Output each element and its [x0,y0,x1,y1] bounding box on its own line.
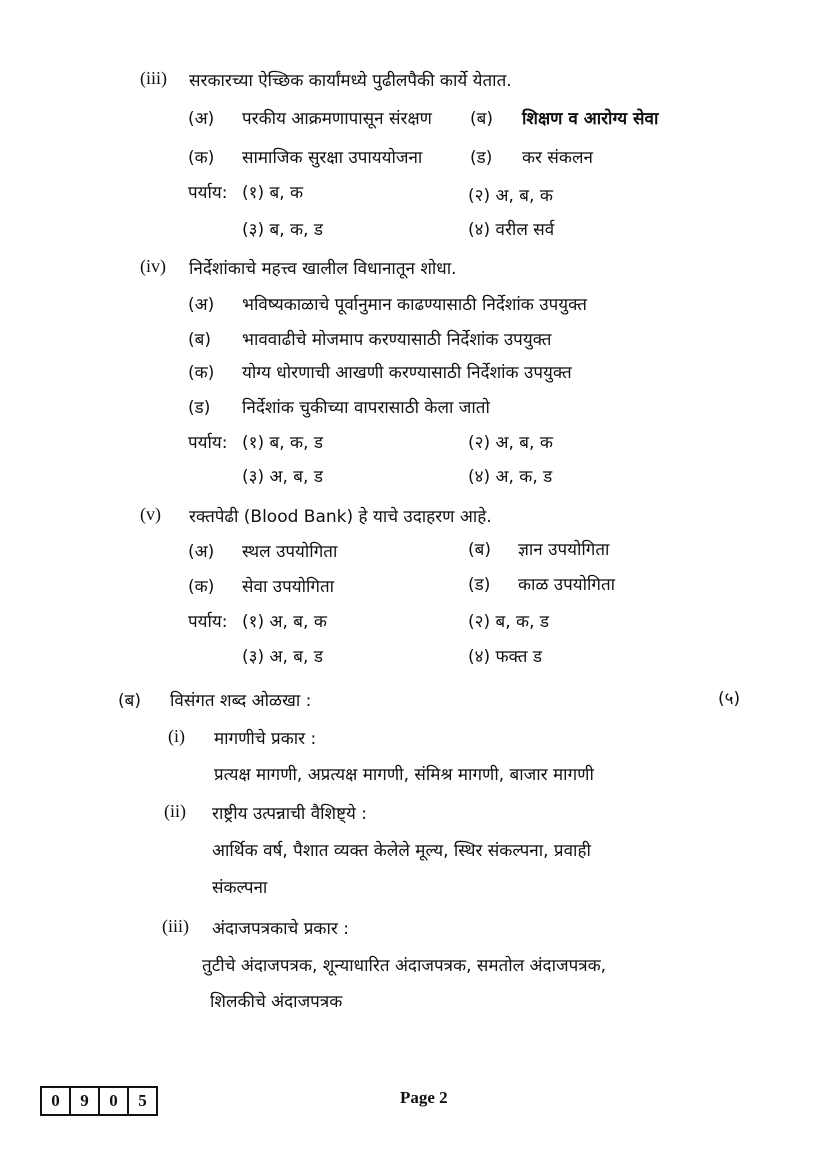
option-text: स्थल उपयोगिता [242,542,338,562]
option-text: ज्ञान उपयोगिता [518,540,610,560]
option-text: योग्य धोरणाची आखणी करण्यासाठी निर्देशांक उपयुक्त [242,363,572,383]
option-text: कर संकलन [522,148,593,168]
choice-4: (४) फक्त ड [468,647,542,667]
subquestion-text: आर्थिक वर्ष, पैशात व्यक्त केलेले मूल्य, स्थिर संकल्पना, प्रवाही [212,841,591,861]
question-number: (iv) [140,256,166,276]
question-text: निर्देशांकाचे महत्त्व खालील विधानातून शोधा. [189,259,457,279]
paper-code-digit: 5 [138,1091,147,1110]
subquestion-text: शिलकीचे अंदाजपत्रक [210,992,343,1012]
subquestion-number: (ii) [164,801,186,821]
choice-1: (१) अ, ब, क [242,612,327,632]
paper-code-digit: 0 [42,1088,71,1114]
paper-code-box [40,1086,158,1116]
subquestion-text: संकल्पना [212,878,268,898]
option-marker: (ब) [468,540,491,560]
option-marker: (अ) [188,109,215,129]
subquestion-title: मागणीचे प्रकार : [214,729,317,749]
option-marker: (क) [188,363,215,383]
option-marker: (ड) [188,398,211,418]
option-text: परकीय आक्रमणापासून संरक्षण [242,109,432,129]
option-text: भाववाढीचे मोजमाप करण्यासाठी निर्देशांक उपयुक्त [242,330,552,350]
option-text: निर्देशांक चुकीच्या वापरासाठी केला जातो [242,398,490,418]
option-marker: (ब) [188,330,211,350]
question-number: (iii) [140,68,167,88]
option-marker: (क) [188,148,215,168]
choice-2: (२) ब, क, ड [468,612,549,632]
question-text: रक्तपेढी (Blood Bank) हे याचे उदाहरण आहे. [189,507,492,527]
page-number: Page 2 [400,1088,448,1107]
option-text: शिक्षण व आरोग्य सेवा [522,109,659,129]
choice-3: (३) ब, क, ड [242,220,323,240]
choices-label: पर्याय: [188,183,228,203]
section-marker: (ब) [118,691,141,711]
subquestion-number: (iii) [162,916,189,936]
paper-code-digit: 0 [100,1088,129,1114]
option-marker: (अ) [188,295,215,315]
paper-code-digit: 9 [71,1088,100,1114]
choices-label: पर्याय: [188,433,228,453]
option-text: सेवा उपयोगिता [242,577,335,597]
choice-2: (२) अ, ब, क [468,186,553,206]
option-text: भविष्यकाळाचे पूर्वानुमान काढण्यासाठी निर्देशांक उपयुक्त [242,295,587,315]
option-marker: (अ) [188,542,215,562]
subquestion-text: प्रत्यक्ष मागणी, अप्रत्यक्ष मागणी, संमिश्र मागणी, बाजार मागणी [214,765,594,785]
option-marker: (ड) [468,575,491,595]
question-text: सरकारच्या ऐच्छिक कार्यांमध्ये पुढीलपैकी कार्ये येतात. [189,71,512,91]
option-marker: (ब) [470,109,493,129]
choice-1: (१) ब, क, ड [242,433,323,453]
section-marks: (५) [718,689,741,709]
choice-2: (२) अ, ब, क [468,433,553,453]
section-title: विसंगत शब्द ओळखा : [170,691,312,711]
subquestion-title: अंदाजपत्रकाचे प्रकार : [212,919,349,939]
choice-3: (३) अ, ब, ड [242,467,323,487]
choice-1: (१) ब, क [242,183,304,203]
option-text: सामाजिक सुरक्षा उपाययोजना [242,148,423,168]
choices-label: पर्याय: [188,612,228,632]
question-number: (v) [140,504,161,524]
subquestion-text: तुटीचे अंदाजपत्रक, शून्याधारित अंदाजपत्रक, समतोल अंदाजपत्रक, [202,956,607,976]
option-text: काळ उपयोगिता [518,575,616,595]
subquestion-number: (i) [168,726,185,746]
subquestion-title: राष्ट्रीय उत्पन्नाची वैशिष्ट्ये : [212,804,368,824]
choice-4: (४) अ, क, ड [468,467,553,487]
choice-3: (३) अ, ब, ड [242,647,323,667]
option-marker: (ड) [470,148,493,168]
choice-4: (४) वरील सर्व [468,220,555,240]
option-marker: (क) [188,577,215,597]
